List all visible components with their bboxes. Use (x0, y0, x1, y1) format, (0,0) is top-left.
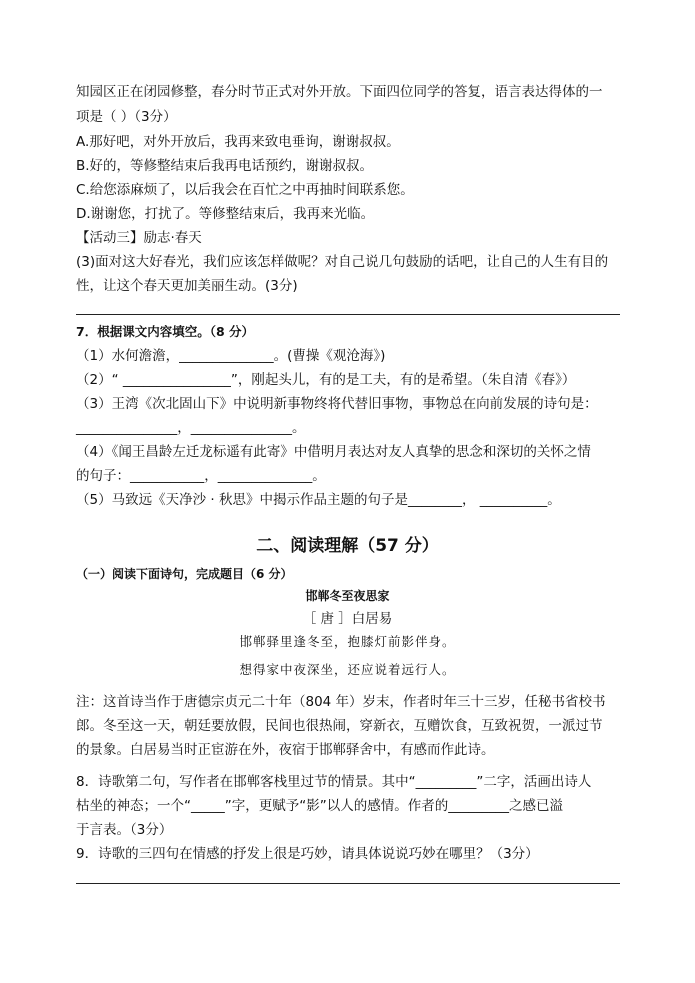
q7-item2: （2）“ ________________”，刚起头儿，有的是工夫，有的是希望。（朱自清《春》） (76, 372, 576, 388)
option-a: A.那好吧，对外开放后，我再来致电垂询，谢谢叔叔。 (76, 134, 400, 150)
q7-item3-line1: （3）王湾《次北固山下》中说明新事物终将代替旧事物，事物总在向前发展的诗句是： (76, 396, 598, 412)
activity2-question-line1: 知园区正在闭园修整，春分时节正式对外开放。下面四位同学的答复，语言表达得体的一 (76, 84, 603, 100)
poem-verse-1: 邯郸驿里逢冬至，抱膝灯前影伴身。 (239, 634, 456, 649)
answer-line-2 (76, 883, 620, 884)
activity3-heading: 【活动三】励志·春天 (76, 230, 202, 246)
activity2-question-line2: 项是（ ）（3分） (76, 109, 177, 125)
activity3-question-line2: 性，让这个春天更加美丽生动。(3分) (76, 278, 298, 294)
answer-line-1 (76, 314, 620, 315)
section-title-reading: 二、阅读理解（57 分） (256, 536, 439, 556)
q8-line3: 于言表。（3分） (76, 822, 173, 838)
reading1-instruction: （一）阅读下面诗句，完成题目（6 分） (76, 567, 293, 581)
q9: 9．诗歌的三四句在情感的抒发上很是巧妙，请具体说说巧妙在哪里？（3分） (76, 846, 539, 862)
activity3-question-line1: (3)面对这大好春光，我们应该怎样做呢？对自己说几句鼓励的话吧，让自己的人生有目的 (76, 254, 609, 270)
option-d: D.谢谢您，打扰了。等修整结束后，我再来光临。 (76, 206, 375, 222)
q7-item3-line2: _______________，_______________。 (76, 420, 306, 436)
poem-note-line3: 的景象。白居易当时正宦游在外，夜宿于邯郸驿舍中，有感而作此诗。 (76, 742, 495, 758)
option-b: B.好的，等修整结束后我再电话预约，谢谢叔叔。 (76, 158, 374, 174)
q7-item1: （1）水何澹澹，______________。(曹操《观沧海》) (76, 348, 386, 364)
option-c: C.给您添麻烦了，以后我会在百忙之中再抽时间联系您。 (76, 182, 414, 198)
q8-line1: 8．诗歌第二句，写作者在邯郸客栈里过节的情景。其中“_________”二字，活画出诗人 (76, 774, 592, 790)
poem-note-line1: 注：这首诗当作于唐德宗贞元二十年（804 年）岁末，作者时年三十三岁，任秘书省校书 (76, 694, 606, 710)
poem-title: 邯郸冬至夜思家 (305, 589, 390, 603)
q7-item4-line2: 的句子：___________，______________。 (76, 468, 326, 484)
poem-verse-2: 想得家中夜深坐，还应说着远行人。 (239, 662, 456, 677)
poem-author: ［ 唐 ］白居易 (302, 611, 393, 627)
q7-item4-line1: （4）《闻王昌龄左迁龙标遥有此寄》中借明月表达对友人真挚的思念和深切的关怀之情 (76, 444, 591, 460)
poem-note-line2: 郎。冬至这一天，朝廷要放假，民间也很热闹，穿新衣，互赠饮食，互致祝贺，一派过节 (76, 718, 603, 734)
q7-item5: （5）马致远《天净沙 · 秋思》中揭示作品主题的句子是________， __________。 (76, 492, 561, 508)
q7-title: 7．根据课文内容填空。（8 分） (76, 324, 254, 339)
q8-line2: 枯坐的神态；一个“_____”字，更赋予“影”以人的感情。作者的_________之感已溢 (76, 798, 563, 814)
